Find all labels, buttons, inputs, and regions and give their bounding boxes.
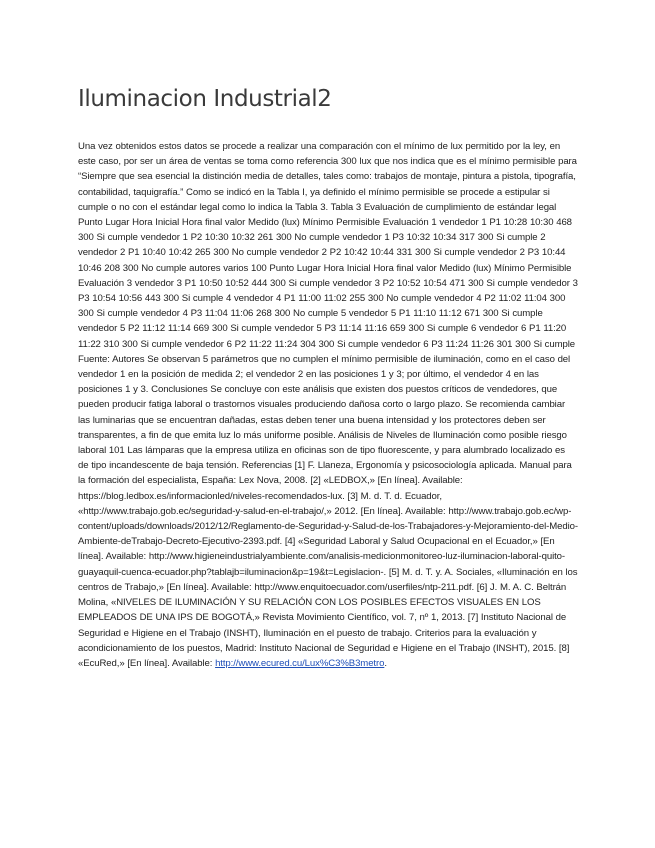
body-text: Una vez obtenidos estos datos se procede a realizar una comparación con el mínimo de lux permitido por la ley, en este caso, por ser un área de ventas se toma como referencia 300 lux que nos indica que es el mínimo permisible para “Siempre que sea esencial la distinción media de detalles, tales como: trabajos de montaje, pintura a pistola, tipografía, contabilidad, taquigrafía.” Como se indicó en la Tabla I, ya definido el mínimo permisible se procede a estipular si cumple o no con el estándar legal como lo indica la Tabla 3. Tabla 3 Evaluación de cumplimiento de estándar legal Punto Lugar Hora Inicial Hora final valor Medido (lux) Mínimo Permisible Evaluación 1 vendedor 1 P1 10:28 10:30 468 300 Si cumple vendedor 1 P2 10:30 10:32 261 300 No cumple vendedor 1 P3 10:32 10:34 317 300 Si cumple 2 vendedor 2 P1 10:40 10:42 265 300 No cumple vendedor 2 P2 10:42 10:44 331 300 Si cumple vendedor 2 P3 10:44 10:46 208 300 No cumple autores varios 100 Punto Lugar Hora Inicial Hora final valor Medido (lux) Mínimo Permisible Evaluación 3 vendedor 3 P1 10:50 10:52 444 300 Si cumple vendedor 3 P2 10:52 10:54 471 300 Si cumple vendedor 3 P3 10:54 10:56 443 300 Si cumple 4 vendedor 4 P1 11:00 11:02 255 300 No cumple vendedor 4 P2 11:02 11:04 300 300 Si cumple vendedor 4 P3 11:04 11:06 268 300 No cumple 5 vendedor 5 P1 11:10 11:12 671 300 Si cumple vendedor 5 P2 11:12 11:14 669 300 Si cumple vendedor 5 P3 11:14 11:16 659 300 Si cumple 6 vendedor 6 P1 11:20 11:22 310 300 Si cumple vendedor 6 P2 11:22 11:24 304 300 Si cumple vendedor 6 P3 11:24 11:26 301 300 Si cumple Fuente: Autores Se observan 5 parámetros que no cumplen el mínimo permisible de iluminación, como en el caso del vendedor 1 en la posición de medida 2; el vendedor 2 en las posiciones 1 y 3; por último, el vendedor 4 en las posiciones 1 y 3. Conclusiones Se concluye con este análisis que existen dos puestos críticos de vendedores, que pueden producir fatiga laboral o trastornos visuales produciendo dañosa corto o largo plazo. Se recomienda cambiar las luminarias que se encuentran dañadas, estas deben tener una buena intensidad y los protectores deben ser transparentes, a fin de que emita luz lo más uniforme posible. Análisis de Niveles de Iluminación como posible riesgo laboral 101 Las lámparas que la empresa utiliza en oficinas son de tipo fluorescente, y para alumbrado localizado es de tipo incandescente de baja tensión. Referencias [1] F. Llaneza, Ergonomía y psicosociología aplicada. Manual para la formación del especialista, España: Lex Nova, 2008. [2] «LEDBOX,» [En línea]. Available: https://blog.ledbox.es/informacionled/niveles-recomendados-lux. [3] M. d. T. d. Ecuador, «http://www.trabajo.gob.ec/seguridad-y-salud-en-el-trabajo/,» 2012. [En línea]. Available: http://www.trabajo.gob.ec/wp-content/uploads/downloads/2012/12/Reglamento-de-Seguridad-y-Salud-de-los-Trabajadores-y-Mejoramiento-del-Medio-Ambiente-deTrabajo-Decreto-Ejecutivo-2393.pdf. [4] «Seguridad Laboral y Salud Ocupacional en el Ecuador,» [En línea]. Available: http://www.higieneindustrialyambiente.com/analisis-medicionmonitoreo-luz-iluminacion-laboral-quito-guayaquil-cuenca-ecuador.php?tablajb=iluminacion&p=19&t=Legislacion-. [5] M. d. T. y. A. Sociales, «Iluminación en los centros de Trabajo,» [En línea]. Available: http://www.enquitoecuador.com/userfiles/ntp-211.pdf. [6] J. M. A. C. Beltrán Molina, «NIVELES DE ILUMINACIÓN Y SU RELACIÓN CON LOS POSIBLES EFECTOS VISUALES EN LOS EMPLEADOS DE UNA IPS DE BOGOTÁ,» Revista Movimiento Científico, vol. 7, nº 1, 2013. [7] Instituto Nacional de Seguridad e Higiene en el Trabajo (INSHT), Iluminación en el puesto de trabajo. Criterios para la evaluación y acondicionamiento de los puestos, Madrid: Instituto Nacional de Seguridad e Higiene en el Trabajo (INSHT), 2015. [8] «EcuRed,» [En línea]. Available: bbox=[78, 141, 578, 669]
document-title: Iluminacion Industrial2 bbox=[78, 86, 332, 112]
document-body bbox=[78, 139, 578, 671]
ecured-link[interactable]: http://www.ecured.cu/Lux%C3%B3metro bbox=[215, 657, 385, 669]
body-trailing-text: . bbox=[384, 657, 387, 669]
